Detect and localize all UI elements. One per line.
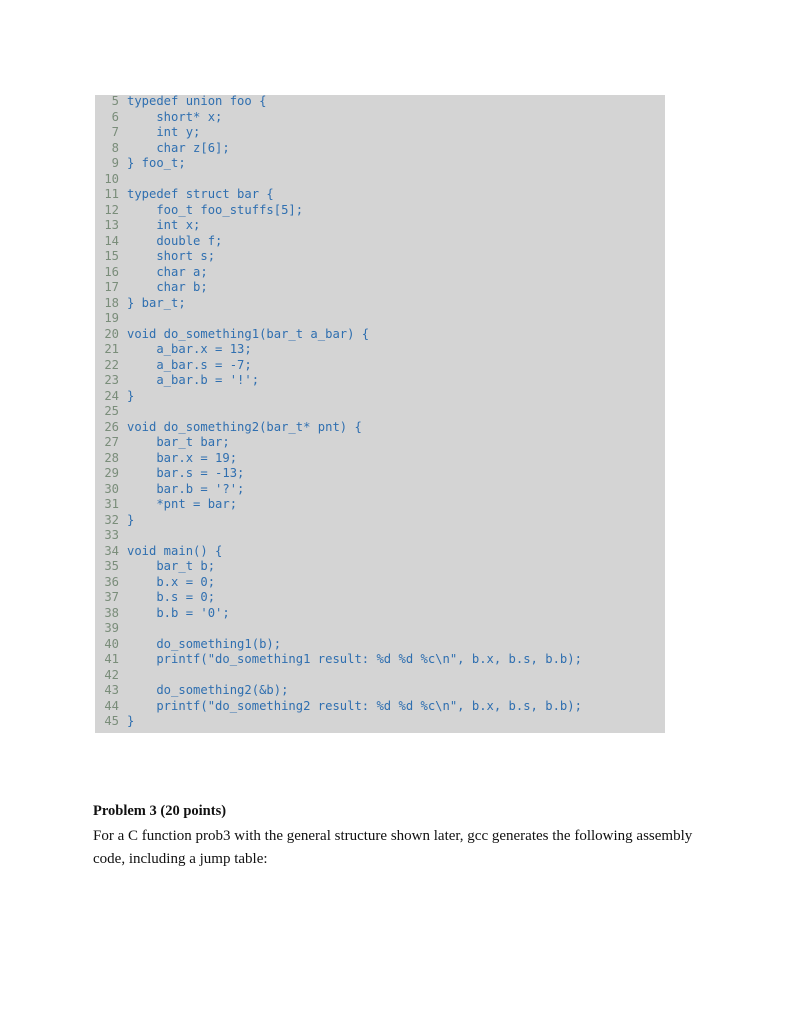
code-text	[127, 668, 665, 684]
code-line	[95, 683, 665, 699]
code-text: printf("do_something2 result: %d %d %c\n", b.x, b.s, b.b);	[127, 698, 582, 713]
code-text: }	[127, 388, 135, 403]
code-line	[95, 327, 665, 343]
code-text	[127, 404, 665, 420]
problem-title: Problem 3 (20 points)	[93, 803, 227, 819]
line-number: 29	[104, 466, 119, 480]
line-number: 13	[104, 218, 119, 232]
code-text: }	[127, 512, 135, 527]
code-text: char b;	[127, 280, 208, 294]
code-line	[95, 234, 665, 250]
code-text: void do_something1(bar_t a_bar) {	[127, 326, 370, 341]
code-text: typedef union foo {	[127, 94, 267, 108]
code-text: bar_t b;	[127, 559, 216, 573]
line-number: 18	[104, 295, 119, 310]
line-number: 33	[104, 528, 119, 542]
line-number: 24	[104, 388, 119, 403]
line-number: 37	[104, 590, 119, 604]
code-text: b.x = 0;	[127, 574, 216, 589]
code-line	[95, 544, 665, 560]
line-number: 21	[104, 342, 119, 356]
line-number: 42	[104, 667, 119, 682]
line-number: 16	[104, 264, 119, 279]
code-line	[95, 559, 665, 575]
code-line	[95, 203, 665, 219]
code-text: int x;	[127, 218, 201, 232]
code-text: bar_t bar;	[127, 435, 230, 449]
code-text: b.s = 0;	[127, 590, 216, 604]
line-number: 26	[104, 419, 119, 434]
line-number: 34	[104, 543, 119, 558]
code-text: a_bar.b = '!';	[127, 373, 260, 387]
code-line	[95, 451, 665, 467]
code-line	[95, 575, 665, 591]
code-line	[95, 110, 665, 126]
code-listing	[95, 95, 665, 733]
code-text	[127, 311, 665, 327]
line-number: 22	[104, 357, 119, 372]
code-line	[95, 373, 665, 389]
code-text: char a;	[127, 264, 208, 279]
code-line	[95, 513, 665, 529]
code-text: double f;	[127, 233, 223, 248]
line-number: 38	[104, 605, 119, 620]
line-number: 6	[111, 109, 119, 124]
code-text	[127, 621, 665, 637]
line-number: 8	[111, 140, 119, 155]
code-line	[95, 141, 665, 157]
code-line	[95, 482, 665, 498]
code-line	[95, 590, 665, 606]
line-number: 25	[104, 404, 119, 418]
line-number: 9	[111, 156, 119, 170]
code-line	[95, 156, 665, 172]
code-text: foo_t foo_stuffs[5];	[127, 202, 304, 217]
code-line	[95, 528, 665, 544]
code-text: char z[6];	[127, 140, 230, 155]
code-line	[95, 714, 665, 730]
code-line	[95, 606, 665, 622]
code-line	[95, 358, 665, 374]
code-text: void main() {	[127, 543, 223, 558]
code-line	[95, 466, 665, 482]
code-line	[95, 420, 665, 436]
code-line	[95, 296, 665, 312]
code-text	[127, 528, 665, 544]
code-text: do_something1(b);	[127, 636, 282, 651]
line-number: 12	[104, 202, 119, 217]
problem-description: For a C function prob3 with the general structure shown later, gcc generates the following assembly code, including a jump table:	[93, 828, 693, 867]
code-line	[95, 699, 665, 715]
line-number: 45	[104, 714, 119, 728]
code-line	[95, 280, 665, 296]
code-line	[95, 187, 665, 203]
code-text: bar.b = '?';	[127, 481, 245, 496]
code-text: short s;	[127, 249, 216, 263]
code-line	[95, 497, 665, 513]
code-text	[127, 172, 665, 188]
code-text: bar.s = -13;	[127, 466, 245, 480]
line-number: 39	[104, 621, 119, 635]
code-text: } foo_t;	[127, 156, 186, 170]
line-number: 10	[104, 171, 119, 186]
line-number: 17	[104, 280, 119, 294]
code-text: void do_something2(bar_t* pnt) {	[127, 419, 362, 434]
code-line	[95, 404, 665, 420]
code-line	[95, 637, 665, 653]
code-text: bar.x = 19;	[127, 450, 238, 465]
line-number: 27	[104, 435, 119, 449]
code-line	[95, 668, 665, 684]
line-number: 44	[104, 698, 119, 713]
code-line	[95, 125, 665, 141]
code-line	[95, 342, 665, 358]
line-number: 20	[104, 326, 119, 341]
code-text: b.b = '0';	[127, 605, 230, 620]
code-text: typedef struct bar {	[127, 187, 274, 201]
code-line	[95, 265, 665, 281]
line-number: 35	[104, 559, 119, 573]
line-number: 19	[104, 311, 119, 325]
line-number: 15	[104, 249, 119, 263]
line-number: 43	[104, 683, 119, 697]
code-text: a_bar.x = 13;	[127, 342, 252, 356]
code-line	[95, 311, 665, 327]
line-number: 7	[111, 125, 119, 139]
code-line	[95, 621, 665, 637]
code-text: do_something2(&b);	[127, 683, 289, 697]
line-number: 41	[104, 652, 119, 666]
code-line	[95, 389, 665, 405]
code-text: a_bar.s = -7;	[127, 357, 252, 372]
line-number: 5	[111, 94, 119, 108]
code-line	[95, 172, 665, 188]
line-number: 23	[104, 373, 119, 387]
code-line	[95, 435, 665, 451]
line-number: 30	[104, 481, 119, 496]
line-number: 28	[104, 450, 119, 465]
code-text: printf("do_something1 result: %d %d %c\n", b.x, b.s, b.b);	[127, 652, 582, 666]
line-number: 32	[104, 512, 119, 527]
code-line	[95, 652, 665, 668]
code-text: short* x;	[127, 109, 223, 124]
code-text: *pnt = bar;	[127, 497, 238, 511]
code-text: }	[127, 714, 135, 728]
line-number: 36	[104, 574, 119, 589]
line-number: 31	[104, 497, 119, 511]
code-text: int y;	[127, 125, 201, 139]
code-line	[95, 94, 665, 110]
line-number: 11	[104, 187, 119, 201]
code-line	[95, 249, 665, 265]
line-number: 40	[104, 636, 119, 651]
line-number: 14	[104, 233, 119, 248]
code-text: } bar_t;	[127, 295, 186, 310]
code-line	[95, 218, 665, 234]
